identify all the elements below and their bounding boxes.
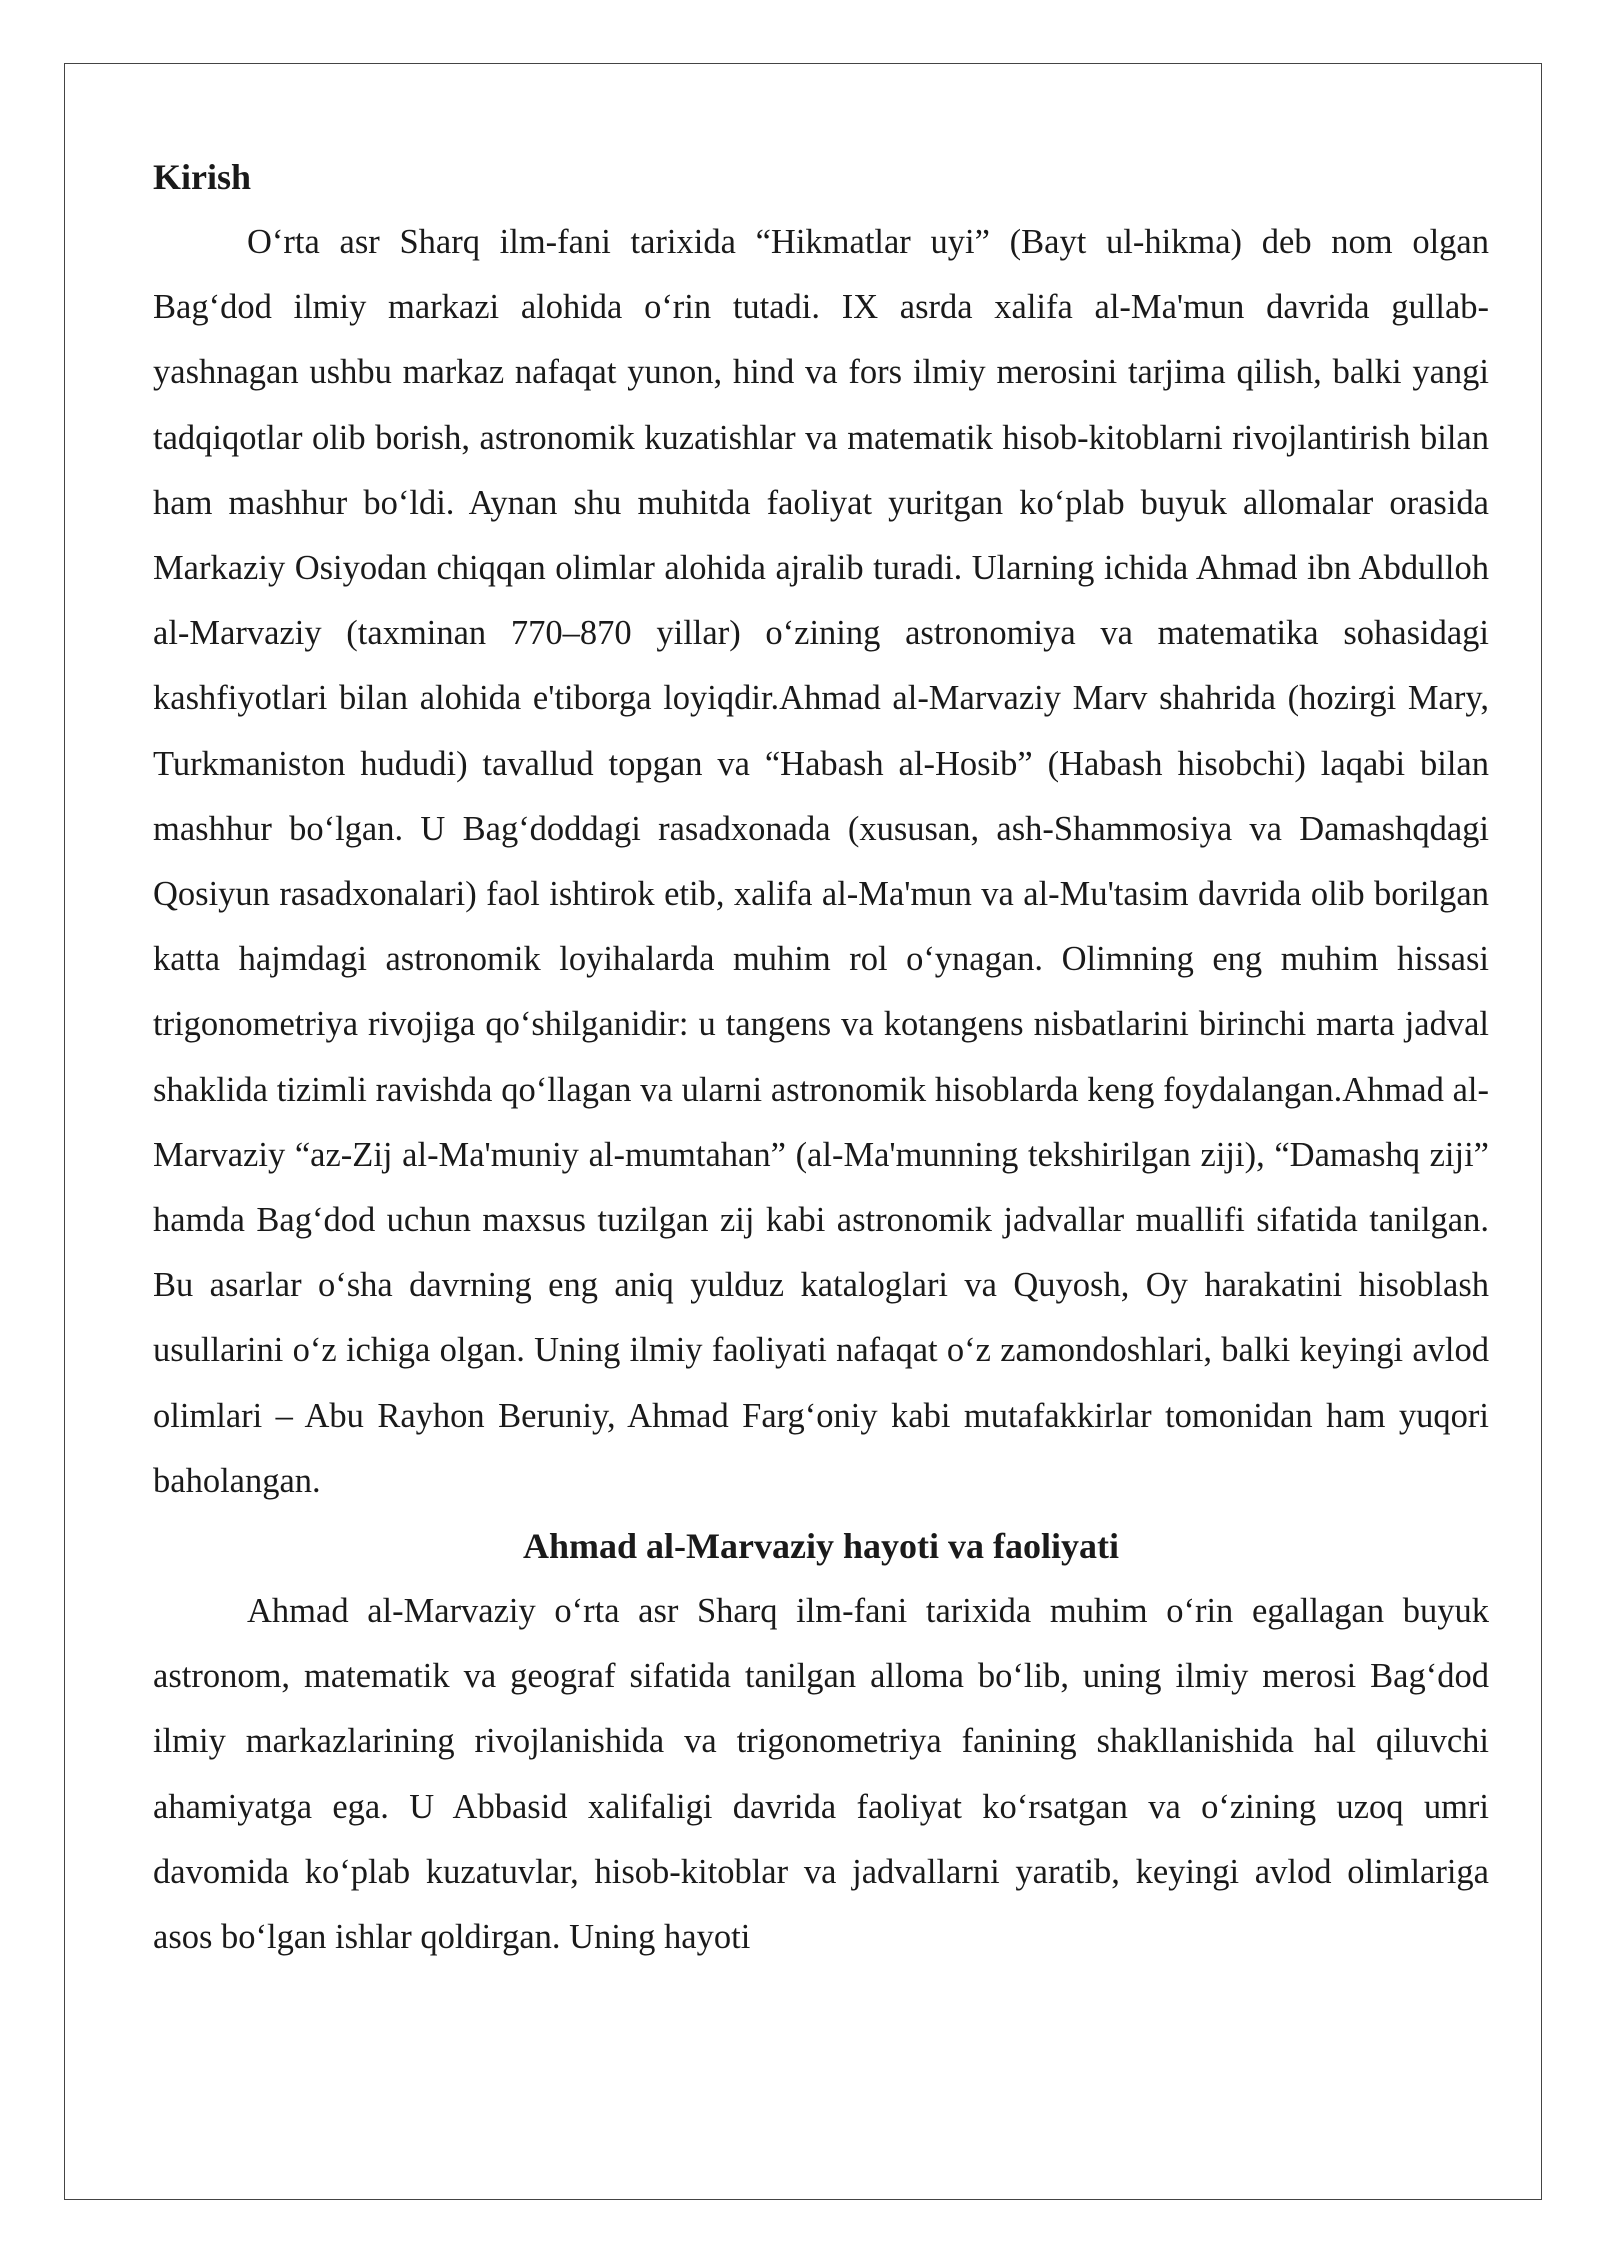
section-heading: Ahmad al-Marvaziy hayoti va faoliyati: [523, 1526, 1119, 1567]
document-body: [153, 145, 1489, 1970]
section-paragraph: Ahmad al-Marvaziy o‘rta asr Sharq ilm-fani tarixida muhim o‘rin egallagan buyuk astronom, matematik va geograf sifatida tanilgan alloma bo‘lib, uning ilmiy merosi Bag‘dod ilmiy markazlarining rivojlanishida va trigonometriya fanining shakllanishida hal qiluvchi ahamiyatga ega. U Abbasid xalifaligi davrida faoliyat ko‘rsatgan va o‘zining uzoq umri davomida ko‘plab kuzatuvlar, hisob-kitoblar va jadvallarni yaratib, keyingi avlod olimlariga asos bo‘lgan ishlar qoldirgan. Uning hayoti: [153, 1592, 1489, 1957]
intro-heading: Kirish: [153, 157, 252, 197]
intro-paragraph: O‘rta asr Sharq ilm-fani tarixida “Hikmatlar uyi” (Bayt ul-hikma) deb nom olgan Bag‘dod ilmiy markazi alohida o‘rin tutadi. IX asrda xalifa al-Ma'mun davrida gullab-yashnagan ushbu markaz nafaqat yunon, hind va fors ilmiy merosini tarjima qilish, balki yangi tadqiqotlar olib borish, astronomik kuzatishlar va matematik hisob-kitoblarni rivojlantirish bilan ham mashhur bo‘ldi. Aynan shu muhitda faoliyat yuritgan ko‘plab buyuk allomalar orasida Markaziy Osiyodan chiqqan olimlar alohida ajralib turadi. Ularning ichida Ahmad ibn Abdulloh al-Marvaziy (taxminan 770–870 yillar) o‘zining astronomiya va matematika sohasidagi kashfiyotlari bilan alohida e'tiborga loyiqdir.Ahmad al-Marvaziy Marv shahrida (hozirgi Mary, Turkmaniston hududi) tavallud topgan va “Habash al-Hosib” (Habash hisobchi) laqabi bilan mashhur bo‘lgan. U Bag‘doddagi rasadxonada (xususan, ash-Shammosiya va Damashqdagi Qosiyun rasadxonalari) faol ishtirok etib, xalifa al-Ma'mun va al-Mu'tasim davrida olib borilgan katta hajmdagi astronomik loyihalarda muhim rol o‘ynagan. Olimning eng muhim hissasi trigonometriya rivojiga qo‘shilganidir: u tangens va kotangens nisbatlarini birinchi marta jadval shaklida tizimli ravishda qo‘llagan va ularni astronomik hisoblarda keng foydalangan.Ahmad al-Marvaziy “az-Zij al-Ma'muniy al-mumtahan” (al-Ma'munning tekshirilgan ziji), “Damashq ziji” hamda Bag‘dod uchun maxsus tuzilgan zij kabi astronomik jadvallar muallifi sifatida tanilgan. Bu asarlar o‘sha davrning eng aniq yulduz kataloglari va Quyosh, Oy harakatini hisoblash usullarini o‘z ichiga olgan. Uning ilmiy faoliyati nafaqat o‘z zamondoshlari, balki keyingi avlod olimlari – Abu Rayhon Beruniy, Ahmad Farg‘oniy kabi mutafakkirlar tomonidan ham yuqori baholangan.: [153, 223, 1489, 1500]
